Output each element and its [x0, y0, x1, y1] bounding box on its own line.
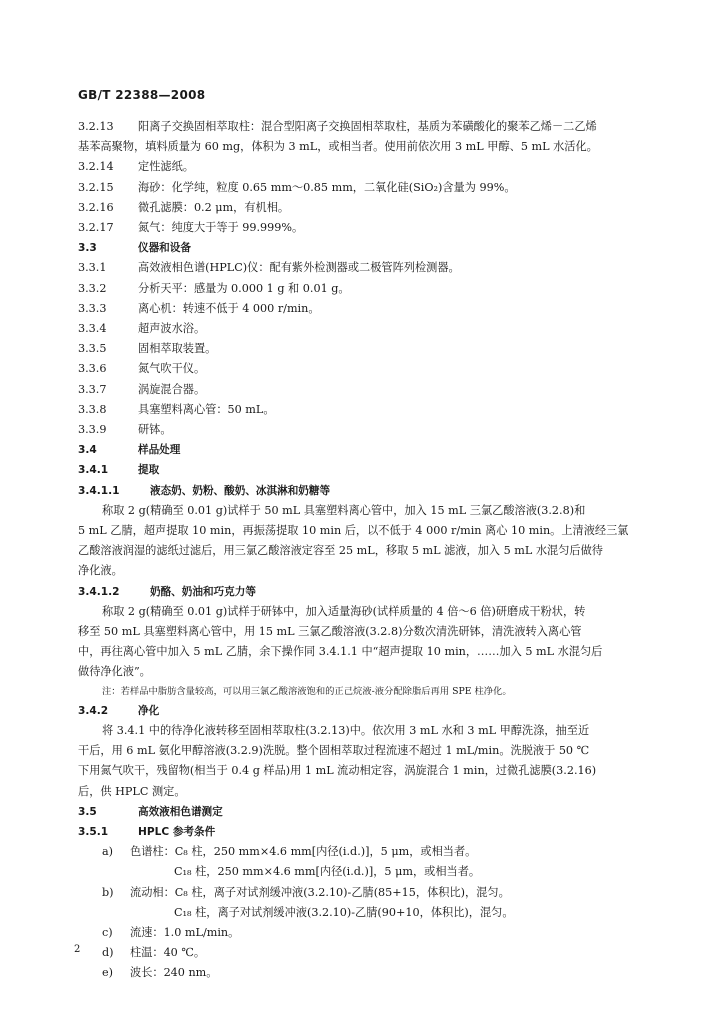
- list-item-e: [78, 963, 658, 983]
- subsection-heading-3-4-2: [78, 701, 658, 721]
- clause-text: 离心机：转速不低于 4 000 r/min。: [138, 301, 320, 315]
- clause-text: 氮气：纯度大于等于 99.999%。: [138, 221, 304, 235]
- section-title: 奶酪、奶油和巧克力等: [150, 585, 256, 598]
- section-heading-3-3: [78, 238, 658, 258]
- section-title: 仪器和设备: [138, 242, 191, 255]
- clause-number: 3.3.4: [78, 322, 107, 336]
- clause-3-3-7: [78, 380, 658, 400]
- paragraph-line: 移至 50 mL 具塞塑料离心管中，用 15 mL 三氯乙酸溶液(3.2.8)分数次清洗研钵，清洗液转入离心管: [78, 625, 582, 639]
- clause-text: 氮气吹干仪。: [138, 362, 206, 376]
- clause-text: 超声波水浴。: [138, 322, 206, 336]
- clause-text: 定性滤纸。: [138, 160, 194, 174]
- clause-3-2-14: [78, 157, 658, 177]
- clause-text: 微孔滤膜：0.2 μm，有机相。: [138, 200, 290, 214]
- clause-3-3-8: [78, 400, 658, 420]
- list-item-continuation: C₁₈ 柱，离子对试剂缓冲液(3.2.10)-乙腈(90+10，体积比)，混匀。: [174, 905, 514, 919]
- paragraph-line: 称取 2 g(精确至 0.01 g)试样于研钵中，加入适量海砂(试样质量的 4 倍～6 倍)研磨成干粉状，转: [102, 604, 586, 618]
- clause-number: 3.3.1: [78, 261, 107, 275]
- document-body: [78, 117, 658, 984]
- note-text: 注：若样品中脂肪含量较高，可以用三氯乙酸溶液饱和的正己烷液-液分配除脂后再用 SPE 柱净化。: [102, 685, 512, 697]
- clause-3-3-5: [78, 339, 658, 359]
- list-label: e): [102, 966, 113, 980]
- section-number: 3.5.1: [78, 825, 109, 838]
- list-label: b): [102, 885, 114, 899]
- list-item-c: [78, 923, 658, 943]
- list-item-d: [78, 943, 658, 963]
- clause-number: 3.2.15: [78, 180, 114, 194]
- clause-number: 3.2.13: [78, 120, 114, 133]
- list-text: 流速：1.0 mL/min。: [130, 925, 240, 939]
- clause-text: 具塞塑料离心管：50 mL。: [138, 402, 275, 416]
- list-item-b: [78, 883, 658, 903]
- list-item-continuation: C₁₈ 柱，250 mm×4.6 mm[内径(i.d.)]，5 μm，或相当者。: [174, 865, 481, 879]
- clause-number: 3.2.16: [78, 200, 114, 214]
- clause-3-2-15: [78, 178, 658, 198]
- section-title: 净化: [138, 704, 160, 717]
- section-heading-3-5: [78, 802, 658, 822]
- paragraph-line: 基苯高聚物，填料质量为 60 mg，体积为 3 mL，或相当者。使用前依次用 3 mL 甲醇、5 mL 水活化。: [78, 140, 598, 154]
- paragraph-line: 净化液。: [78, 564, 123, 578]
- section-number: 3.4.1.1: [78, 484, 120, 497]
- paragraph-line: 5 mL 乙腈，超声提取 10 min，再振荡提取 10 min 后，以不低于 4 000 r/min 离心 10 min。上清液经三氯: [78, 524, 629, 538]
- clause-text: 阳离子交换固相萃取柱：混合型阳离子交换固相萃取柱，基质为苯磺酸化的聚苯乙烯－二乙烯: [138, 120, 597, 133]
- clause-3-3-3: [78, 299, 658, 319]
- list-label: c): [102, 925, 113, 939]
- section-title: 提取: [138, 464, 160, 477]
- section-number: 3.4.2: [78, 704, 109, 717]
- clause-number: 3.3.7: [78, 382, 107, 396]
- list-label: d): [102, 946, 114, 960]
- clause-text: 固相萃取装置。: [138, 342, 217, 356]
- paragraph-line: 干后，用 6 mL 氨化甲醇溶液(3.2.9)洗脱。整个固相萃取过程流速不超过 1 mL/min。洗脱液于 50 ℃: [78, 744, 590, 758]
- list-text: 柱温：40 ℃。: [130, 946, 206, 960]
- paragraph-line: 乙酸溶液润湿的滤纸过滤后，用三氯乙酸溶液定容至 25 mL，移取 5 mL 滤液，加入 5 mL 水混匀后做待: [78, 544, 603, 558]
- clause-3-2-13: [78, 117, 658, 137]
- clause-3-2-17: [78, 218, 658, 238]
- subsection-heading-3-5-1: [78, 822, 658, 842]
- clause-number: 3.3.5: [78, 342, 107, 356]
- subsection-heading-3-4-1-2: [78, 582, 658, 602]
- section-number: 3.4.1.2: [78, 585, 120, 598]
- clause-3-3-9: [78, 420, 658, 440]
- section-title: HPLC 参考条件: [138, 825, 216, 838]
- document-header: GB/T 22388—2008: [78, 88, 206, 102]
- clause-number: 3.3.8: [78, 402, 107, 416]
- list-label: a): [102, 845, 114, 859]
- clause-text: 海砂：化学纯，粒度 0.65 mm～0.85 mm，二氧化硅(SiO₂)含量为 99%。: [138, 180, 516, 194]
- list-item-a: [78, 842, 658, 862]
- subsection-heading-3-4-1-1: [78, 481, 658, 501]
- page-number: 2: [74, 944, 81, 955]
- subsection-heading-3-4-1: [78, 460, 658, 480]
- clause-3-3-6: [78, 359, 658, 379]
- paragraph-line: 称取 2 g(精确至 0.01 g)试样于 50 mL 具塞塑料离心管中，加入 15 mL 三氯乙酸溶液(3.2.8)和: [102, 503, 586, 517]
- clause-text: 分析天平：感量为 0.000 1 g 和 0.01 g。: [138, 281, 350, 295]
- clause-3-3-2: [78, 279, 658, 299]
- section-title: 液态奶、奶粉、酸奶、冰淇淋和奶糖等: [150, 484, 331, 497]
- clause-number: 3.3.6: [78, 362, 107, 376]
- clause-number: 3.3.2: [78, 281, 107, 295]
- section-title: 样品处理: [138, 444, 181, 457]
- clause-number: 3.3.9: [78, 423, 107, 437]
- clause-3-3-4: [78, 319, 658, 339]
- clause-number: 3.2.17: [78, 221, 114, 235]
- paragraph-line: 中，再往离心管中加入 5 mL 乙腈，余下操作同 3.4.1.1 中“超声提取 10 min，……加入 5 mL 水混匀后: [78, 645, 603, 659]
- paragraph-line: 做待净化液”。: [78, 665, 151, 679]
- clause-text: 研钵。: [138, 423, 172, 437]
- paragraph-line: 下用氮气吹干，残留物(相当于 0.4 g 样品)用 1 mL 流动相定容，涡旋混合 1 min，过微孔滤膜(3.2.16): [78, 764, 597, 778]
- clause-number: 3.3.3: [78, 301, 107, 315]
- clause-3-3-1: [78, 258, 658, 278]
- section-heading-3-4: [78, 440, 658, 460]
- clause-text: 涡旋混合器。: [138, 382, 206, 396]
- section-title: 高效液相色谱测定: [138, 805, 223, 818]
- section-number: 3.5: [78, 805, 97, 818]
- section-number: 3.4: [78, 444, 97, 457]
- list-text: 波长：240 nm。: [130, 966, 218, 980]
- section-number: 3.3: [78, 242, 97, 255]
- clause-number: 3.2.14: [78, 160, 114, 174]
- paragraph-line: 后，供 HPLC 测定。: [78, 784, 186, 798]
- list-text: 色谱柱：C₈ 柱，250 mm×4.6 mm[内径(i.d.)]，5 μm，或相当者。: [130, 845, 477, 859]
- clause-3-2-16: [78, 198, 658, 218]
- list-text: 流动相：C₈ 柱，离子对试剂缓冲液(3.2.10)-乙腈(85+15，体积比)，混匀。: [130, 885, 510, 899]
- section-number: 3.4.1: [78, 464, 109, 477]
- clause-text: 高效液相色谱(HPLC)仪：配有紫外检测器或二极管阵列检测器。: [138, 261, 460, 275]
- paragraph-line: 将 3.4.1 中的待净化液转移至固相萃取柱(3.2.13)中。依次用 3 mL 水和 3 mL 甲醇洗涤，抽至近: [102, 723, 590, 737]
